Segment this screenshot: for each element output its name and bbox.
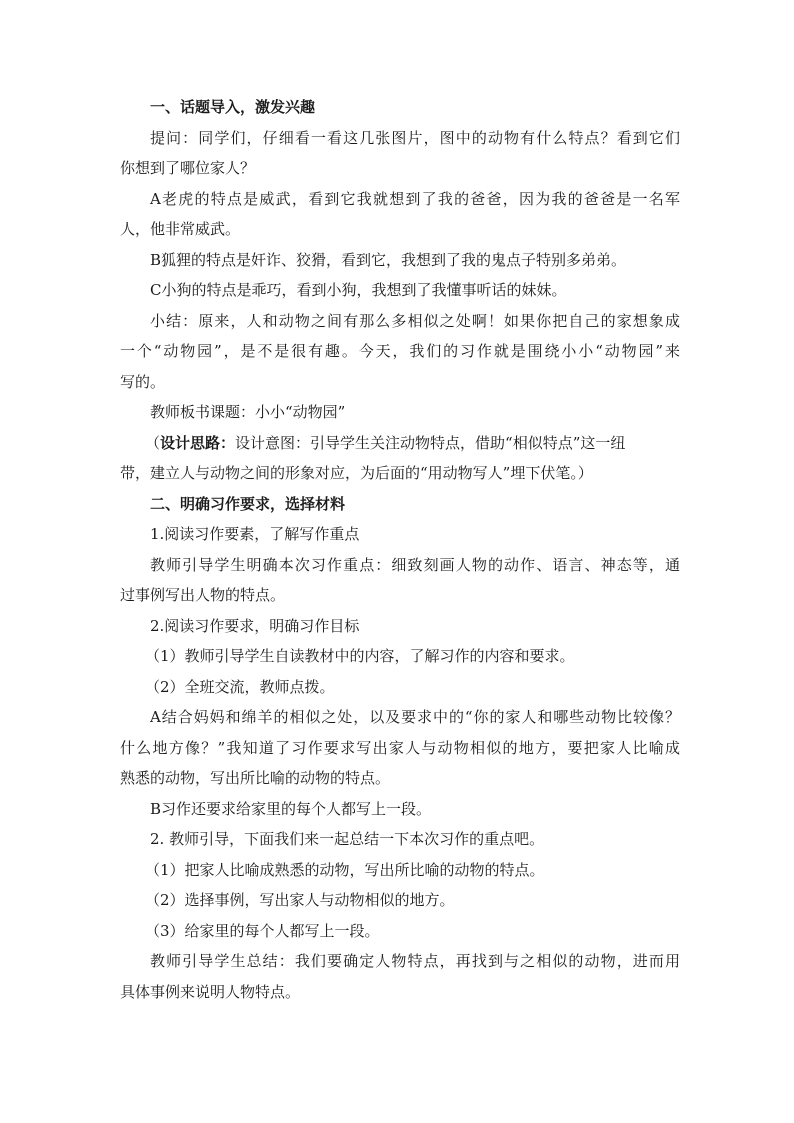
paragraph-line: B狐狸的特点是奸诈、狡猾，看到它，我想到了我的鬼点子特别多弟弟。 bbox=[150, 250, 627, 269]
paragraph-line: 具体事例来说明人物特点。 bbox=[120, 982, 301, 1001]
list-item: （2）全班交流，教师点拨。 bbox=[145, 677, 335, 696]
list-item: （2）选择事例，写出家人与动物相似的地方。 bbox=[145, 891, 455, 909]
paragraph-line: 一个“动物园”，是不是很有趣。今天，我们的习作就是围绕小小“动物园”来 bbox=[120, 342, 680, 360]
list-item: （3）给家里的每个人都写上一段。 bbox=[145, 921, 380, 940]
paragraph-line: C小狗的特点是乖巧，看到小狗，我想到了我懂事听话的妹妹。 bbox=[150, 281, 567, 299]
paragraph-line: 熟悉的动物，写出所比喻的动物的特点。 bbox=[120, 769, 391, 787]
paragraph-line: B习作还要求给家里的每个人都写上一段。 bbox=[150, 799, 432, 818]
list-item: （1）教师引导学生自读教材中的内容，了解习作的内容和要求。 bbox=[145, 647, 575, 665]
subheading: 1.阅读习作要素，了解写作重点 bbox=[150, 525, 360, 543]
paragraph-line: 你想到了哪位家人？ bbox=[120, 159, 256, 177]
design-note-line bbox=[120, 428, 680, 459]
section-heading-1: 一、话题导入，激发兴趣 bbox=[150, 98, 316, 116]
design-open-paren: （ bbox=[145, 433, 161, 452]
paragraph-line: 过事例写出人物的特点。 bbox=[120, 586, 286, 604]
paragraph-line: 带，建立人与动物之间的形象对应，为后面的“用动物写人”埋下伏笔。） bbox=[120, 464, 593, 482]
subheading: 2.阅读习作要求，明确习作目标 bbox=[150, 616, 360, 635]
paragraph-line: 什么地方像？”我知道了习作要求写出家人与动物相似的地方，要把家人比喻成 bbox=[120, 738, 680, 757]
paragraph-line: 教师板书课题：小小“动物园” bbox=[150, 403, 346, 421]
paragraph-line: 小结：原来，人和动物之间有那么多相似之处啊！如果你把自己的家想象成 bbox=[150, 311, 680, 330]
paragraph-line: A结合妈妈和绵羊的相似之处，以及要求中的“你的家人和哪些动物比较像？ bbox=[150, 708, 680, 726]
list-item: （1）把家人比喻成熟悉的动物，写出所比喻的动物的特点。 bbox=[145, 860, 545, 879]
design-text: 设计意图：引导学生关注动物特点，借助“相似特点”这一纽 bbox=[235, 433, 626, 452]
paragraph-line: 教师引导学生明确本次习作重点：细致刻画人物的动作、语言、神态等，通 bbox=[150, 555, 680, 574]
document-page bbox=[120, 92, 680, 1007]
paragraph-line: 人，他非常威武。 bbox=[120, 220, 241, 238]
paragraph-line: 写的。 bbox=[120, 372, 166, 391]
subheading: 2. 教师引导，下面我们来一起总结一下本次习作的重点吧。 bbox=[150, 830, 545, 848]
paragraph-line: 教师引导学生总结：我们要确定人物特点，再找到与之相似的动物，进而用 bbox=[150, 952, 680, 970]
section-heading-2: 二、明确习作要求，选择材料 bbox=[150, 494, 346, 513]
design-label: 设计思路： bbox=[160, 433, 236, 452]
paragraph-line: 提问：同学们，仔细看一看这几张图片，图中的动物有什么特点？看到它们 bbox=[150, 128, 680, 147]
paragraph-line: A老虎的特点是威武，看到它我就想到了我的爸爸，因为我的爸爸是一名军 bbox=[150, 189, 680, 208]
